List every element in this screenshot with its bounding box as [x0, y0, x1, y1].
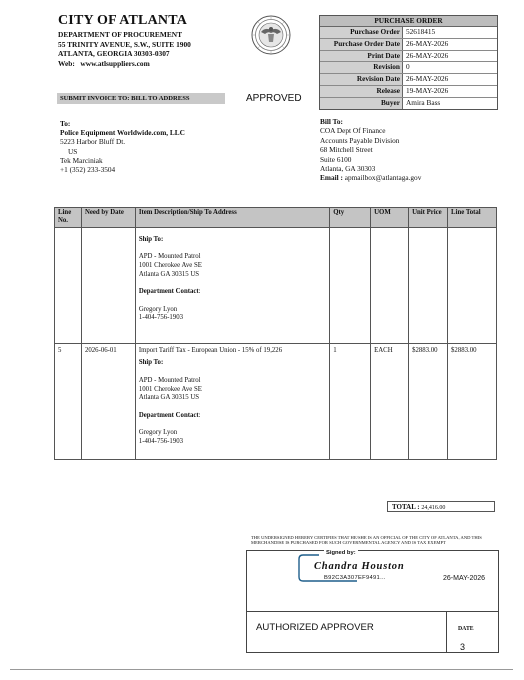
cell-line-total: $2883.00	[448, 343, 497, 459]
po-label: Revision	[320, 62, 403, 73]
contact-line: 1-404-756-1903	[138, 437, 184, 445]
item-description: Import Tariff Tax - European Union - 15% of 19,226	[138, 346, 283, 354]
ship-to-label: Ship To:	[138, 359, 164, 367]
vendor-country: US	[68, 146, 78, 156]
cell-uom: EACH	[371, 343, 409, 459]
cell-date	[81, 227, 135, 343]
signed-by-label: Signed by:	[326, 550, 356, 556]
purchase-order-title: PURCHASE ORDER	[320, 16, 497, 27]
col-header: Qty	[330, 208, 371, 228]
cell-line	[55, 227, 82, 343]
department-address	[58, 30, 191, 68]
po-value: 26-MAY-2026	[406, 38, 449, 48]
cell-line: 5	[55, 343, 82, 459]
city-title: CITY OF ATLANTA	[58, 13, 188, 28]
to-label: To:	[60, 119, 71, 128]
dept-contact-line	[139, 288, 326, 297]
po-row-release	[320, 86, 497, 98]
col-header: Item Description/Ship To Address	[135, 208, 329, 228]
table-header-row	[55, 208, 497, 228]
footer-divider	[10, 669, 513, 670]
bill-to-line: 68 Mitchell Street	[320, 145, 373, 155]
po-row-number	[320, 27, 497, 39]
po-value: 26-MAY-2026	[406, 74, 449, 84]
po-label: Purchase Order Date	[320, 39, 403, 50]
cell-unit-price	[409, 227, 448, 343]
bill-to-address	[320, 117, 421, 183]
ship-line: APD - Mounted Patrol	[138, 253, 201, 261]
dept-contact-label: Department Contact	[138, 288, 199, 296]
website-line	[58, 59, 191, 69]
dept-contact-line	[139, 412, 326, 421]
contact-line: 1-404-756-1903	[138, 314, 184, 322]
vendor-street: 5223 Harbor Bluff Dt.	[60, 137, 126, 147]
bill-to-line: COA Dept Of Finance	[320, 126, 386, 136]
col-header: Need by Date	[81, 208, 135, 228]
cell-qty	[330, 227, 371, 343]
web-link[interactable]: www.atlsuppliers.com	[80, 58, 150, 68]
dept-line: ATLANTA, GEORGIA 30303-0307	[58, 49, 170, 59]
po-label: Revision Date	[320, 74, 403, 85]
email-label: Email :	[320, 173, 343, 183]
ship-line: 1001 Cherokee Ave SE	[138, 262, 202, 269]
line-items-table	[54, 207, 497, 460]
po-row-revision-date	[320, 74, 497, 86]
po-row-date	[320, 39, 497, 51]
authorized-approver-label: AUTHORIZED APPROVER	[256, 622, 374, 633]
certification-text: THE UNDERSIGNED HEREBY CERTIFIES THAT HE/SHE IS AN OFFICIAL OF THE CITY OF ATLANTA, AND THIS MERCHANDISE IS PURCHASED FOR SUCH GOVERNMENTAL AGENCY AND IS TAX EXEMPT	[251, 535, 482, 546]
submit-invoice-banner: SUBMIT INVOICE TO: BILL TO ADDRESS	[57, 93, 225, 104]
po-row-buyer	[320, 98, 497, 109]
cell-description	[135, 343, 329, 459]
bill-to-line: Suite 6100	[320, 154, 352, 164]
dept-contact-colon: :	[198, 411, 201, 419]
total-value: 24,416.00	[421, 505, 446, 511]
vendor-address	[60, 119, 185, 174]
po-label: Buyer	[320, 98, 403, 109]
col-header: UOM	[371, 208, 409, 228]
ship-line: 1001 Cherokee Ave SE	[138, 385, 202, 393]
po-value: 0	[406, 62, 410, 72]
table-row	[55, 227, 497, 343]
dept-line: DEPARTMENT OF PROCUREMENT	[58, 30, 183, 39]
bill-to-line: Atlanta, GA 30303	[320, 164, 376, 174]
po-value: 19-MAY-2026	[406, 85, 449, 95]
po-label: Purchase Order	[320, 27, 403, 38]
signature-hash: B92C3A307EF9491...	[324, 575, 386, 581]
signature-date: 26-MAY-2026	[443, 575, 486, 582]
cell-unit-price: $2883.00	[409, 343, 448, 459]
col-header: Line Total	[448, 208, 497, 228]
email-link[interactable]: apmailbox@atlantaga.gov	[344, 173, 422, 183]
po-row-print-date	[320, 51, 497, 63]
ship-line: APD - Mounted Patrol	[138, 377, 201, 384]
po-value: 26-MAY-2026	[406, 50, 449, 60]
vendor-contact: Tek Marciniak	[60, 155, 103, 165]
po-label: Print Date	[320, 51, 403, 62]
dept-contact-colon: :	[198, 288, 201, 296]
bill-to-email-line	[320, 173, 421, 182]
city-seal-icon	[251, 15, 291, 55]
vendor-phone: +1 (352) 233-3504	[60, 165, 116, 175]
web-label: Web:	[58, 58, 75, 68]
po-value: Amira Bass	[406, 97, 441, 107]
cell-line-total	[448, 227, 497, 343]
table-row	[55, 343, 497, 459]
approval-status: APPROVED	[246, 93, 302, 104]
cell-description	[135, 227, 329, 343]
po-row-revision	[320, 62, 497, 74]
page-number: 3	[460, 642, 466, 652]
bill-to-line: Accounts Payable Division	[320, 135, 400, 145]
contact-line: Gregory Lyon	[138, 305, 178, 313]
date-label: DATE	[458, 626, 474, 632]
po-value: 52618415	[406, 27, 436, 36]
col-header: Line No.	[55, 208, 82, 228]
ship-line: Atlanta GA 30315 US	[138, 394, 200, 402]
bill-to-label: Bill To:	[320, 117, 343, 126]
total-label: TOTAL :	[392, 503, 420, 511]
contact-line: Gregory Lyon	[138, 429, 178, 437]
ship-to-label: Ship To:	[138, 235, 164, 243]
dept-contact-label: Department Contact	[138, 411, 199, 419]
total-box	[387, 501, 495, 512]
ship-line: Atlanta GA 30315 US	[138, 270, 200, 278]
signature-name: Chandra Houston	[314, 561, 405, 572]
po-label: Release	[320, 86, 403, 97]
col-header: Unit Price	[409, 208, 448, 228]
cell-qty: 1	[330, 343, 371, 459]
vendor-name: Police Equipment Worldwide.com, LLC	[60, 128, 185, 138]
dept-line: 55 TRINITY AVENUE, S.W., SUITE 1900	[58, 39, 191, 49]
purchase-order-panel	[319, 15, 498, 110]
cell-date: 2026-06-01	[81, 343, 135, 459]
cell-uom	[371, 227, 409, 343]
